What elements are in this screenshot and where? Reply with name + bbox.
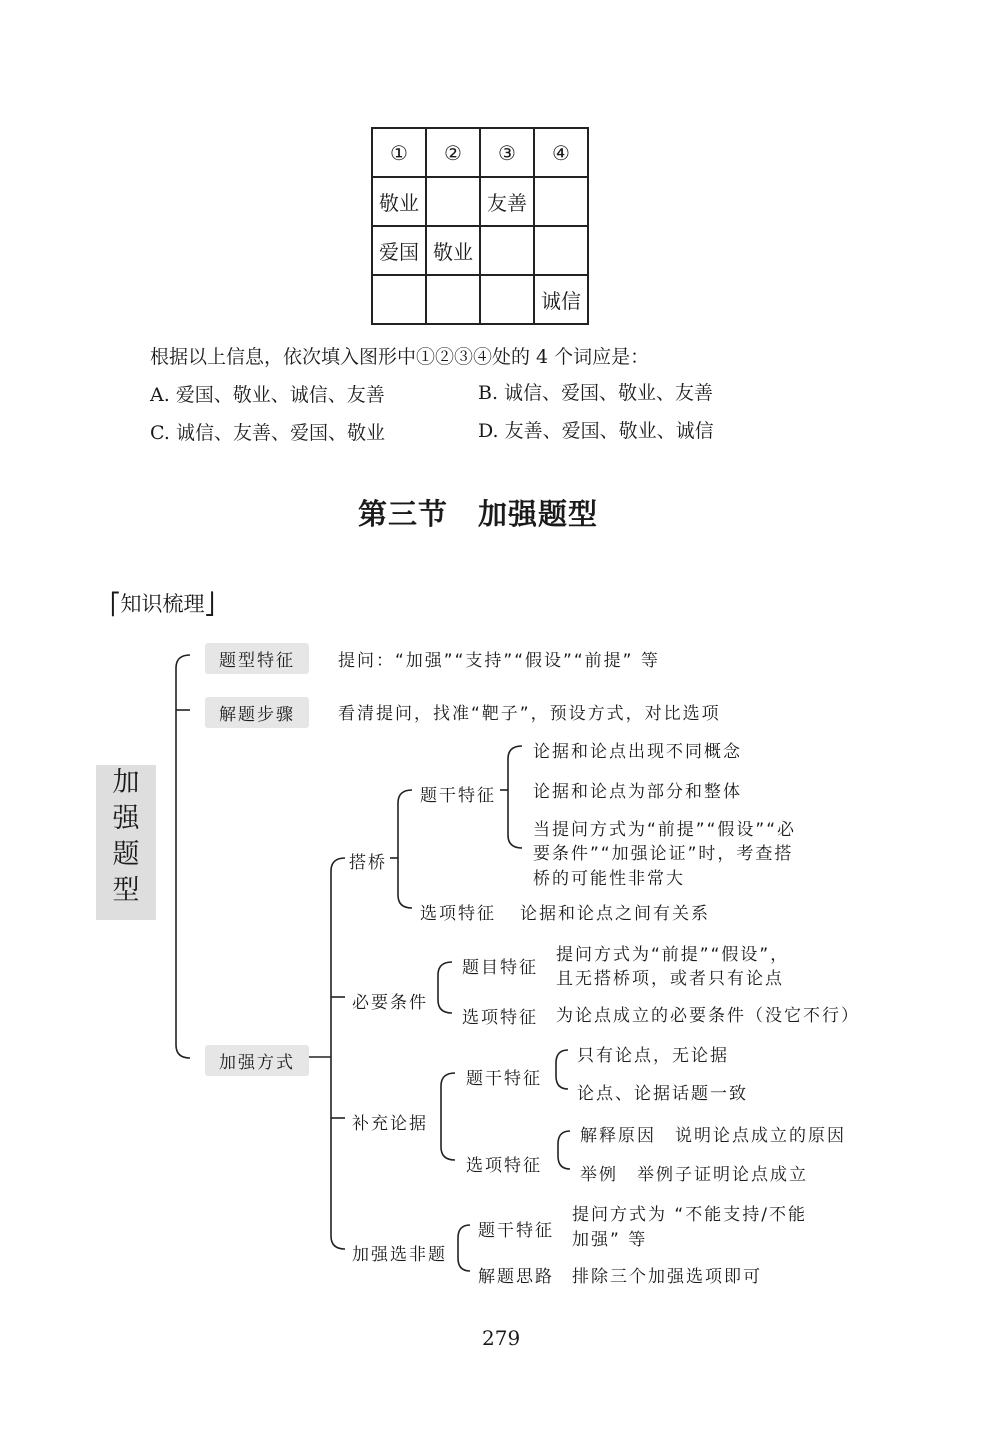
node-fangshi-label: 加强方式 <box>205 1045 309 1076</box>
node-daqiao-tigan-label: 题干特征 <box>420 786 496 806</box>
grid-cell: ④ <box>534 128 588 177</box>
root-char: 加 <box>112 767 140 798</box>
node-biyao-timu-label: 题目特征 <box>462 958 538 978</box>
root-char: 题 <box>112 839 140 870</box>
biyao-timu-line: 提问方式为“前提”“假设”， <box>556 945 790 965</box>
node-xuanfei-label: 加强选非题 <box>352 1245 447 1265</box>
node-xuanfei-tigan-label: 题干特征 <box>478 1221 554 1241</box>
grid-cell: ③ <box>480 128 534 177</box>
root-char: 型 <box>112 875 140 906</box>
daqiao-tigan-item: 论据和论点为部分和整体 <box>533 782 742 802</box>
grid-cell: 爱国 <box>372 226 426 275</box>
node-daqiao-xuanxiang-label: 选项特征 <box>420 904 496 924</box>
option-d: D. 友善、爱国、敬业、诚信 <box>478 420 714 442</box>
grid-cell: 敬业 <box>426 226 480 275</box>
root-char: 强 <box>112 803 140 834</box>
xuanfei-tigan-line: 提问方式为 “不能支持/不能 <box>572 1205 807 1225</box>
node-xuanfei-silu-text: 排除三个加强选项即可 <box>572 1267 762 1287</box>
daqiao-tigan-item: 当提问方式为“前提”“假设”“必 <box>533 820 797 840</box>
node-buchong-label: 补充论据 <box>352 1114 428 1134</box>
node-biyao-xuanxiang-text: 为论点成立的必要条件（没它不行） <box>556 1006 860 1026</box>
node-biyao-xuanxiang-label: 选项特征 <box>462 1008 538 1028</box>
grid-cell: 友善 <box>480 177 534 226</box>
node-buzhou-label: 解题步骤 <box>205 697 309 728</box>
page-number: 279 <box>482 1326 521 1350</box>
biyao-timu-line: 且无搭桥项，或者只有论点 <box>556 969 784 989</box>
bracket-right-icon: ⎦ <box>204 592 215 616</box>
section-title: 第三节 加强题型 <box>358 497 599 531</box>
daqiao-tigan-item: 论据和论点出现不同概念 <box>533 742 742 762</box>
daqiao-tigan-item: 桥的可能性非常大 <box>533 869 685 889</box>
daqiao-tigan-item: 要条件”“加强论证”时，考查搭 <box>533 844 794 864</box>
node-buchong-xuanxiang-label: 选项特征 <box>466 1156 542 1176</box>
buchong-xuanxiang-item: 解释原因 说明论点成立的原因 <box>580 1126 846 1146</box>
node-tixing-label: 题型特征 <box>205 643 309 674</box>
grid-cell: 诚信 <box>534 275 588 324</box>
buchong-xuanxiang-item: 举例 举例子证明论点成立 <box>580 1165 808 1185</box>
option-a: A. 爱国、敬业、诚信、友善 <box>150 384 385 406</box>
buchong-tigan-item: 论点、论据话题一致 <box>577 1084 748 1104</box>
option-b: B. 诚信、爱国、敬业、友善 <box>478 382 714 404</box>
xuanfei-tigan-line: 加强” 等 <box>572 1230 648 1250</box>
node-daqiao-xuanxiang-text: 论据和论点之间有关系 <box>520 904 710 924</box>
node-daqiao-label: 搭桥 <box>349 853 387 873</box>
grid-cell: ② <box>426 128 480 177</box>
buchong-tigan-item: 只有论点，无论据 <box>577 1046 729 1066</box>
node-tixing-text: 提问：“加强”“支持”“假设”“前提” 等 <box>338 651 660 671</box>
node-buchong-tigan-label: 题干特征 <box>466 1069 542 1089</box>
bracket-left-icon: ⎡ <box>110 592 121 616</box>
node-xuanfei-silu-label: 解题思路 <box>478 1267 554 1287</box>
node-biyao-label: 必要条件 <box>352 993 428 1013</box>
mindmap-root <box>96 765 156 920</box>
grid-cell: ① <box>372 128 426 177</box>
grid-cell: 敬业 <box>372 177 426 226</box>
question-stem: 根据以上信息，依次填入图形中①②③④处的 4 个词应是： <box>150 346 650 368</box>
node-buzhou-text: 看清提问，找准“靶子”，预设方式，对比选项 <box>338 704 721 724</box>
knowledge-label: 知识梳理 <box>120 592 205 616</box>
option-c: C. 诚信、友善、爱国、敬业 <box>150 422 385 444</box>
